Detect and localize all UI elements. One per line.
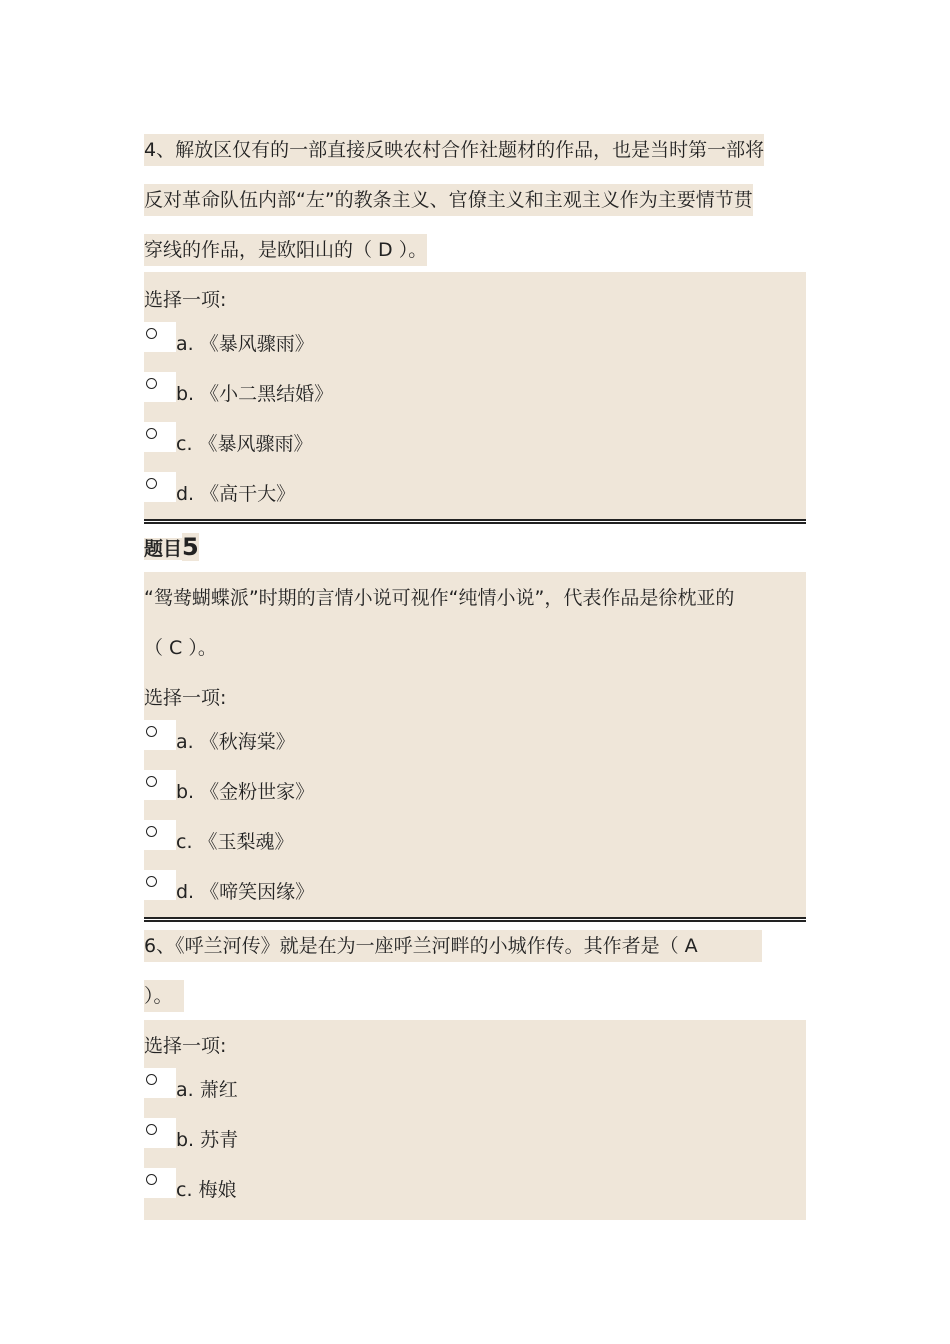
q5-option-a[interactable] — [144, 720, 806, 766]
radio-button-icon[interactable] — [146, 726, 157, 737]
radio-button-icon[interactable] — [146, 378, 157, 389]
option-label: d. 《高干大》 — [176, 483, 296, 505]
radio-button-icon[interactable] — [146, 826, 157, 837]
option-label: b. 《小二黑结婚》 — [176, 383, 334, 405]
q5-title-number: 5 — [182, 533, 199, 561]
option-label: c. 《暴风骤雨》 — [176, 433, 313, 455]
q5-title-prefix: 题目 — [144, 538, 183, 560]
option-label: b. 苏青 — [176, 1129, 239, 1151]
q4-text-line-1: 4、解放区仅有的一部直接反映农村合作社题材的作品，也是当时第一部将 — [144, 134, 764, 166]
divider — [144, 519, 806, 524]
q6-option-b[interactable] — [144, 1118, 806, 1164]
q4-option-b[interactable] — [144, 372, 806, 418]
option-label: d. 《啼笑因缘》 — [176, 881, 315, 903]
q6-text-line-2: ）。 — [144, 980, 184, 1012]
radio-button-icon[interactable] — [146, 1074, 157, 1085]
radio-button-icon[interactable] — [146, 478, 157, 489]
q6-text-line-1: 6、《呼兰河传》就是在为一座呼兰河畔的小城作传。其作者是（ A — [144, 930, 762, 962]
q5-text-line-1: “鸳鸯蝴蝶派”时期的言情小说可视作“纯情小说”，代表作品是徐枕亚的 — [144, 587, 735, 609]
q6-prompt: 选择一项: — [144, 1035, 227, 1057]
option-label: b. 《金粉世家》 — [176, 781, 315, 803]
q5-option-d[interactable] — [144, 870, 806, 916]
q4-option-a[interactable] — [144, 322, 806, 368]
radio-button-icon[interactable] — [146, 876, 157, 887]
option-label: a. 《秋海棠》 — [176, 731, 295, 753]
q6-option-a[interactable] — [144, 1068, 806, 1114]
q6-option-c[interactable] — [144, 1168, 806, 1214]
radio-button-icon[interactable] — [146, 428, 157, 439]
radio-button-icon[interactable] — [146, 328, 157, 339]
radio-button-icon[interactable] — [146, 1174, 157, 1185]
q4-prompt: 选择一项: — [144, 289, 227, 311]
radio-button-icon[interactable] — [146, 1124, 157, 1135]
q4-text-line-2: 反对革命队伍内部“左”的教条主义、官僚主义和主观主义作为主要情节贯 — [144, 184, 753, 216]
q4-option-d[interactable] — [144, 472, 806, 518]
q5-title — [144, 533, 199, 561]
q4-option-c[interactable] — [144, 422, 806, 468]
divider — [144, 917, 806, 922]
option-label: a. 《暴风骤雨》 — [176, 333, 314, 355]
q5-option-b[interactable] — [144, 770, 806, 816]
q5-prompt: 选择一项: — [144, 687, 227, 709]
option-label: c. 梅娘 — [176, 1179, 237, 1201]
radio-button-icon[interactable] — [146, 776, 157, 787]
option-label: a. 萧红 — [176, 1079, 238, 1101]
option-label: c. 《玉梨魂》 — [176, 831, 294, 853]
q5-text-line-2: （ C ）。 — [144, 637, 217, 659]
q4-text-line-3: 穿线的作品，是欧阳山的（ D ）。 — [144, 234, 427, 266]
q5-option-c[interactable] — [144, 820, 806, 866]
